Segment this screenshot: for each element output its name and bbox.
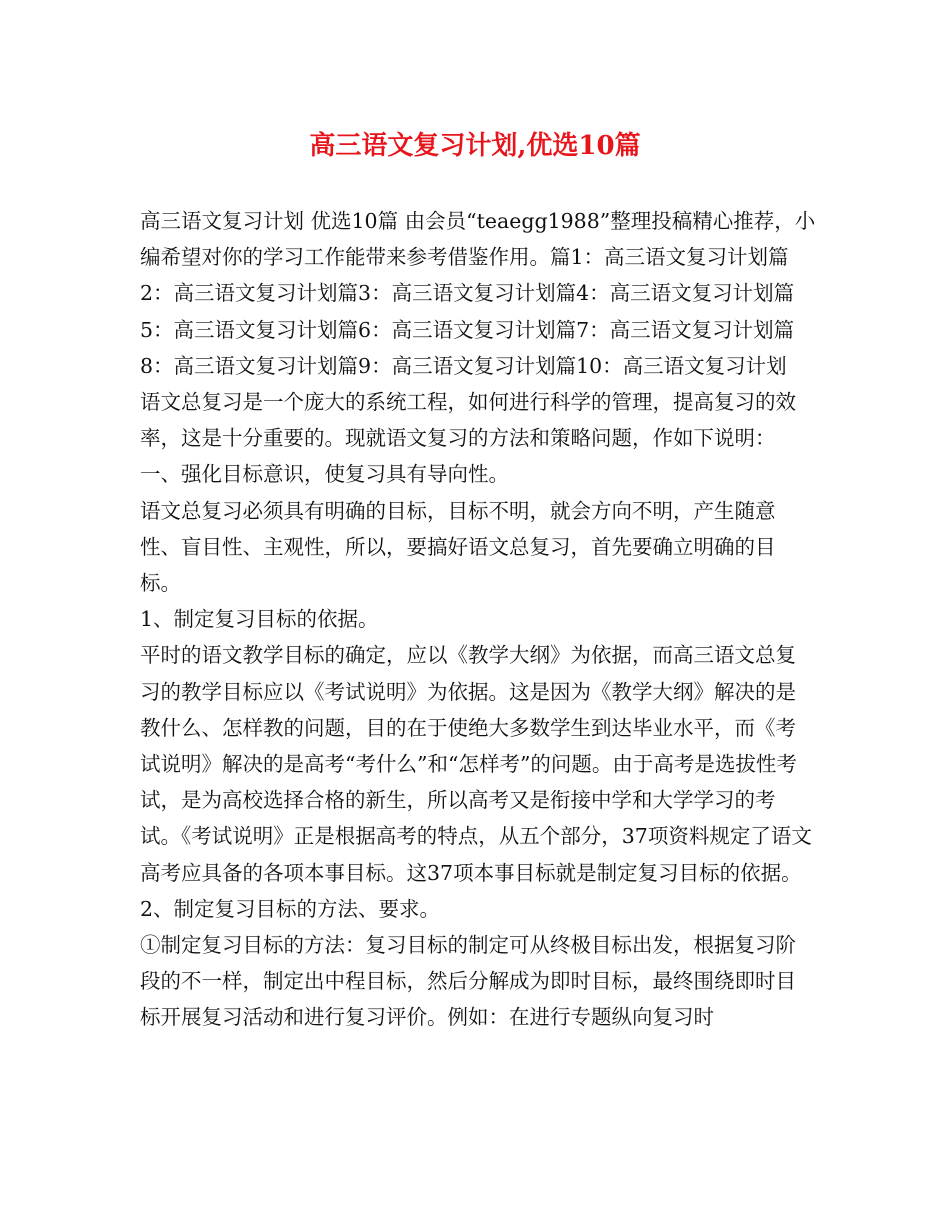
intro-paragraph: 高三语文复习计划 优选10篇 由会员“teaegg1988”整理投稿精心推荐，小编希望对你的学习工作能带来参考借鉴作用。篇1：高三语文复习计划篇2：高三语文复习计划篇3：高三语文复习计划篇4：高三语文复习计划篇5：高三语文复习计划篇6：高三语文复习计划篇7：高三语文复习计划篇8：高三语文复习计划篇9：高三语文复习计划篇10：高三语文复习计划	[140, 209, 816, 378]
section-heading-1: 一、强化目标意识，使复习具有导向性。	[140, 462, 509, 487]
body-paragraph: 平时的语文教学目标的确定，应以《教学大纲》为依据，而高三语文总复习的教学目标应以《考试说明》为依据。这是因为《教学大纲》解决的是教什么、怎样教的问题，目的在于使绝大多数学生到达毕业水平，而《考试说明》解决的是高考“考什么”和“怎样考”的问题。由于高考是选拔性考试，是为高校选择合格的新生，所以高考又是衔接中学和大学学习的考试。《考试说明》正是根据高考的特点，从五个部分，37项资料规定了语文高考应具备的各项本事目标。这37项本事目标就是制定复习目标的依据。	[140, 643, 812, 885]
subsection-heading-1: 1、制定复习目标的依据。	[140, 607, 379, 632]
subsection-heading-2: 2、制定复习目标的方法、要求。	[140, 896, 441, 921]
document-body	[140, 203, 816, 1036]
document-title: 高三语文复习计划,优选10篇	[309, 131, 641, 161]
overview-paragraph: 语文总复习是一个庞大的系统工程，如何进行科学的管理，提高复习的效率，这是十分重要的。现就语文复习的方法和策略问题，作如下说明：	[140, 390, 796, 451]
body-paragraph: ①制定复习目标的方法：复习目标的制定可从终极目标出发，根据复习阶段的不一样，制定出中程目标，然后分解成为即时目标，最终围绕即时目标开展复习活动和进行复习评价。例如：在进行专题纵向复习时	[140, 933, 796, 1030]
body-paragraph: 语文总复习必须具有明确的目标，目标不明，就会方向不明，产生随意性、盲目性、主观性，所以，要搞好语文总复习，首先要确立明确的目标。	[140, 498, 776, 596]
